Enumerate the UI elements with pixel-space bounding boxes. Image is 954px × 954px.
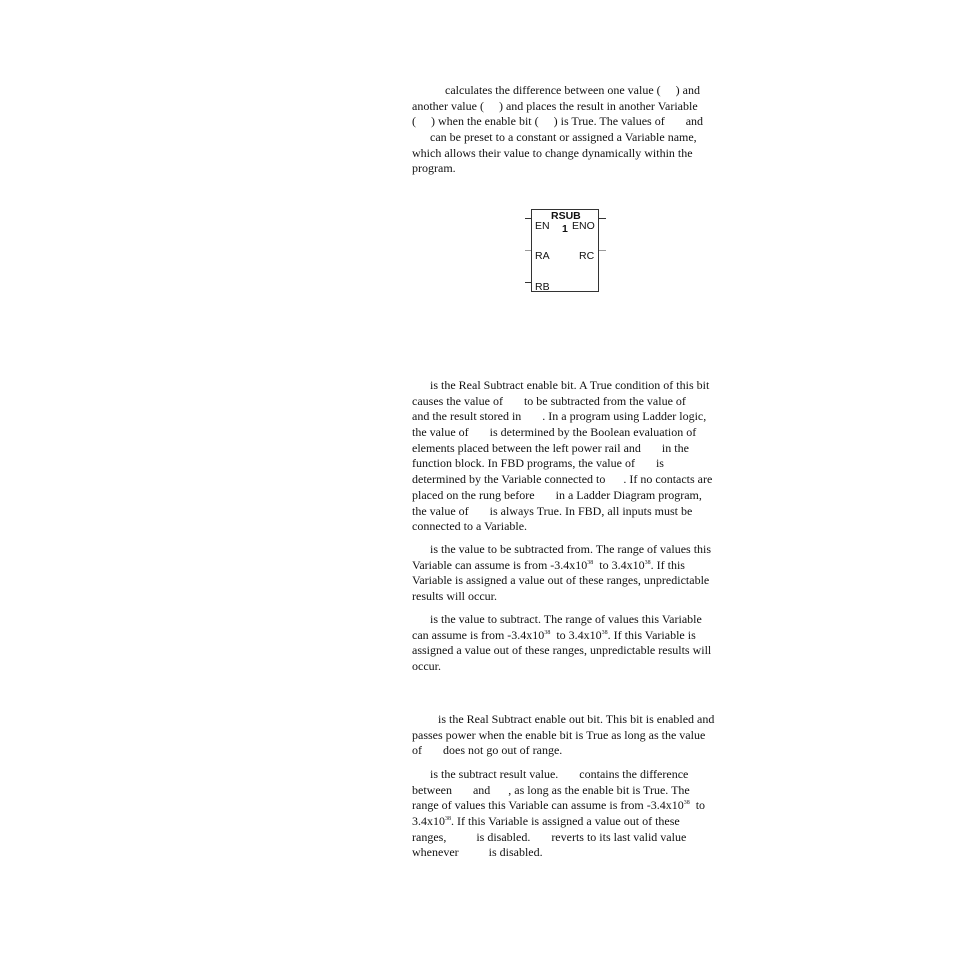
text-line: function block. In FBD programs, the value of is xyxy=(412,456,664,471)
text-line: is the value to be subtracted from. The range of values this xyxy=(430,542,712,556)
text-line: elements placed between the left power rail and in the xyxy=(412,440,689,455)
text-line: is the Real Subtract enable bit. A True condition of this bit xyxy=(430,378,710,392)
function-block-box xyxy=(531,209,599,292)
intro-line: another value ( ) and places the result in another Variable xyxy=(412,98,698,113)
text-line: can assume is from $-3.4x10^{38}$ to $3.4x10^{38}$. If this Variable is xyxy=(412,627,696,642)
text-line: of does not go out of range. xyxy=(412,743,563,758)
exponent: 38 xyxy=(644,559,651,566)
text-line: whenever is disabled. xyxy=(412,845,543,860)
intro-line: calculates the difference between one value ( ) and xyxy=(445,83,700,97)
exponent: 38 xyxy=(587,559,594,566)
ra-description xyxy=(412,542,736,605)
text-line: the value of is determined by the Boolean evaluation of xyxy=(412,425,697,440)
exponent: 38 xyxy=(683,800,690,807)
intro-line: program. xyxy=(412,161,456,176)
en-description xyxy=(412,378,736,535)
text-line: results will occur. xyxy=(412,589,497,604)
text-line: Variable can assume is from $-3.4x10^{38}$ to $3.4x10^{38}$. If this xyxy=(412,557,685,572)
intro-line: can be preset to a constant or assigned a Variable name, xyxy=(430,130,697,145)
text-line: and the result stored in . In a program using Ladder logic, xyxy=(412,409,707,424)
text-line: occur. xyxy=(412,659,441,674)
rc-description xyxy=(412,767,736,861)
rc-pin-label: RC xyxy=(579,250,595,262)
rb-pin-label: RB xyxy=(535,281,550,293)
text-line: range of values this Variable can assume is from $-3.4x10^{38}$ to xyxy=(412,798,706,813)
intro-line: which allows their value to change dynamically within the xyxy=(412,145,693,160)
text-line: passes power when the enable bit is True as long as the value xyxy=(412,727,706,742)
intro-paragraph xyxy=(412,83,736,177)
text-line: is the subtract result value. contains the difference xyxy=(430,767,689,781)
intro-line: ( ) when the enable bit ( ) is True. The values of and xyxy=(412,114,704,129)
text-line: connected to a Variable. xyxy=(412,519,528,534)
text-line: is the Real Subtract enable out bit. This bit is enabled and xyxy=(438,712,715,726)
en-pin-label: EN xyxy=(535,220,550,232)
text-line: $3.4x10^{38}$. If this Variable is assigned a value out of these xyxy=(412,814,680,829)
text-line: determined by the Variable connected to . If no contacts are xyxy=(412,472,713,487)
text-line: between and , as long as the enable bit is True. The xyxy=(412,782,690,797)
text-line: is the value to subtract. The range of values this Variable xyxy=(430,612,702,626)
rc-output-pin xyxy=(599,250,606,251)
exponent: 38 xyxy=(445,816,451,823)
rb-description xyxy=(412,612,736,675)
text-line: placed on the rung before in a Ladder Diagram program, xyxy=(412,487,702,502)
text-line: the value of is always True. In FBD, all inputs must be xyxy=(412,503,693,518)
eno-output-pin xyxy=(599,218,606,219)
block-instance: 1 xyxy=(562,223,568,235)
text-line: ranges, is disabled. reverts to its last valid value xyxy=(412,829,687,844)
block-title: RSUB xyxy=(551,210,581,222)
eno-description xyxy=(412,712,736,759)
text-line: causes the value of to be subtracted from the value of xyxy=(412,393,686,408)
ra-pin-label: RA xyxy=(535,250,550,262)
exponent: 38 xyxy=(544,629,551,636)
text-line: Variable is assigned a value out of these ranges, unpredictable xyxy=(412,573,710,588)
exponent: 38 xyxy=(601,629,608,636)
eno-pin-label: ENO xyxy=(572,220,595,232)
text-line: assigned a value out of these ranges, unpredictable results will xyxy=(412,643,712,658)
